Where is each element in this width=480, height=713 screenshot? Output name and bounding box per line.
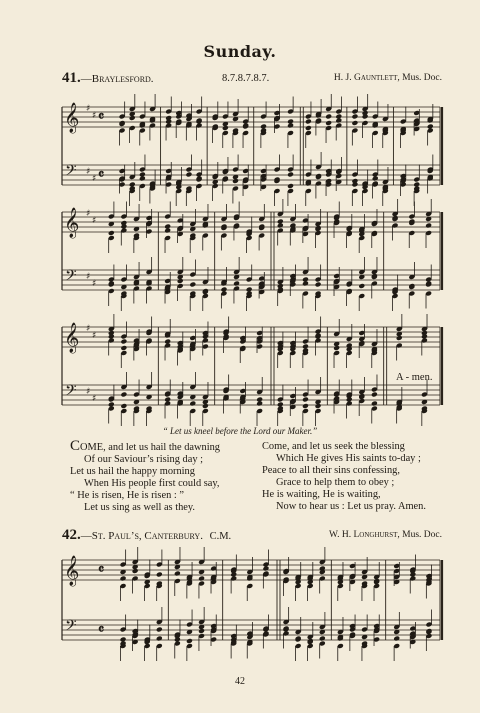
notehead bbox=[129, 115, 136, 121]
treble-staff bbox=[62, 107, 440, 127]
notehead bbox=[287, 123, 294, 129]
hymn-42-number: 42. bbox=[62, 527, 81, 543]
verse-left-line-6: Let us sing as well as they. bbox=[84, 502, 196, 514]
verse-right-line-2: Which He gives His saints to-day ; bbox=[276, 453, 421, 465]
bass-clef: 𝄢 bbox=[65, 267, 77, 288]
sharp-sign: ♯ bbox=[92, 279, 97, 289]
bass-clef: 𝄢 bbox=[65, 162, 77, 183]
notehead bbox=[198, 576, 205, 582]
verse-right-line-4: Grace to help them to obey ; bbox=[276, 477, 395, 489]
notehead bbox=[156, 636, 163, 642]
notehead bbox=[256, 401, 263, 407]
time-signature: 𝄴 bbox=[98, 562, 105, 578]
notehead bbox=[396, 335, 403, 341]
notehead bbox=[315, 282, 322, 288]
notehead bbox=[287, 183, 294, 189]
notehead bbox=[358, 283, 365, 289]
hymn-42-score bbox=[0, 545, 480, 675]
notehead bbox=[108, 230, 115, 236]
sharp-sign: ♯ bbox=[86, 167, 91, 177]
notehead bbox=[120, 403, 127, 409]
verse-left-line-3: Let us hail the happy morning bbox=[70, 466, 195, 478]
notehead bbox=[156, 627, 163, 633]
verse-left bbox=[70, 438, 220, 515]
notehead bbox=[372, 176, 379, 182]
notehead bbox=[177, 278, 184, 284]
notehead bbox=[393, 636, 400, 642]
hymn-42-composer-degree: Mus. Doc. bbox=[402, 530, 442, 540]
notehead bbox=[164, 228, 171, 234]
notehead bbox=[120, 576, 127, 582]
treble-clef: 𝄞 bbox=[64, 556, 80, 586]
notehead bbox=[302, 397, 309, 403]
hymn-41-composer-degree: Mus. Doc. bbox=[402, 73, 442, 83]
hymn-42-composer bbox=[329, 530, 442, 540]
verse-left-line-1: COME, and let us hail the dawning bbox=[70, 438, 220, 454]
notehead bbox=[222, 125, 229, 131]
hymn-41-composer-name: H. J. Gauntlett, bbox=[333, 73, 400, 83]
time-signature: 𝄴 bbox=[98, 109, 105, 125]
notehead bbox=[189, 401, 196, 407]
verse-left-line-2: Of our Saviour’s rising day ; bbox=[84, 454, 203, 466]
notehead bbox=[305, 119, 312, 125]
notehead bbox=[325, 114, 332, 120]
notehead bbox=[198, 628, 205, 634]
notehead bbox=[156, 572, 163, 578]
notehead bbox=[302, 281, 309, 287]
notehead bbox=[371, 401, 378, 407]
notehead bbox=[202, 403, 209, 409]
notehead bbox=[371, 392, 378, 398]
sharp-sign: ♯ bbox=[86, 324, 91, 334]
notehead bbox=[263, 566, 270, 572]
hymn-42-meter: C.M. bbox=[209, 531, 232, 542]
notehead bbox=[233, 281, 240, 287]
treble-clef: 𝄞 bbox=[64, 208, 80, 238]
hymn-41-number: 41. bbox=[62, 70, 81, 86]
verse-right bbox=[262, 441, 426, 514]
sharp-sign: ♯ bbox=[86, 104, 91, 114]
drop-cap: C bbox=[70, 438, 81, 454]
notehead bbox=[120, 345, 127, 351]
sharp-sign: ♯ bbox=[92, 331, 97, 341]
notehead bbox=[325, 120, 332, 126]
notehead bbox=[351, 114, 358, 120]
sharp-sign: ♯ bbox=[92, 174, 97, 184]
time-signature: 𝄴 bbox=[98, 622, 105, 638]
notehead bbox=[132, 568, 139, 574]
treble-clef: 𝄞 bbox=[64, 323, 80, 353]
notehead bbox=[189, 282, 196, 288]
notehead bbox=[305, 125, 312, 131]
sharp-sign: ♯ bbox=[92, 111, 97, 121]
verse-left-line-4: When His people first could say, bbox=[84, 478, 220, 490]
sharp-sign: ♯ bbox=[92, 394, 97, 404]
notehead bbox=[120, 392, 127, 398]
bass-clef: 𝄢 bbox=[65, 617, 77, 638]
notehead bbox=[335, 118, 342, 124]
time-signature: 𝄴 bbox=[98, 167, 105, 183]
notehead bbox=[315, 403, 322, 409]
hymn-41-tune: —Braylesford. bbox=[80, 73, 154, 85]
notehead bbox=[120, 339, 127, 345]
notehead bbox=[277, 223, 284, 229]
verse-right-line-3: Peace to all their sins confessing, bbox=[262, 465, 400, 477]
sharp-sign: ♯ bbox=[92, 216, 97, 226]
notehead bbox=[319, 636, 326, 642]
section-title: Sunday. bbox=[203, 42, 277, 61]
page-number: 42 bbox=[235, 676, 245, 687]
sharp-sign: ♯ bbox=[86, 209, 91, 219]
notehead bbox=[425, 223, 432, 229]
hymn-42-tune: —St. Paul’s, Canterbury. bbox=[80, 530, 203, 542]
notehead bbox=[232, 178, 239, 184]
notehead bbox=[186, 638, 193, 644]
notehead bbox=[351, 120, 358, 126]
bass-clef: 𝄢 bbox=[65, 382, 77, 403]
treble-clef: 𝄞 bbox=[64, 103, 80, 133]
notehead bbox=[287, 172, 294, 178]
notehead bbox=[333, 345, 340, 351]
verse-right-line-1: Come, and let us seek the blessing bbox=[262, 441, 405, 452]
verse-right-line-6: Now to hear us : Let us pray. Amen. bbox=[276, 501, 426, 513]
verse-left-line-5: “ He is risen, He is risen : ” bbox=[70, 490, 184, 502]
hymn-42-heading bbox=[62, 527, 442, 544]
sharp-sign: ♯ bbox=[86, 387, 91, 397]
hymn-41-meter: 8.7.8.7.8.7. bbox=[222, 73, 270, 84]
notehead bbox=[185, 172, 192, 178]
sharp-sign: ♯ bbox=[86, 272, 91, 282]
rubric: “ Let us kneel before the Lord our Maker.” bbox=[162, 426, 318, 436]
hymn-42-composer-name: W. H. Longhurst, bbox=[329, 530, 400, 540]
notehead bbox=[174, 571, 181, 577]
notehead bbox=[302, 403, 309, 409]
amen-label: A - men. bbox=[396, 372, 433, 383]
notehead bbox=[139, 176, 146, 182]
verse-right-line-5: He is waiting, He is waiting, bbox=[262, 489, 381, 501]
